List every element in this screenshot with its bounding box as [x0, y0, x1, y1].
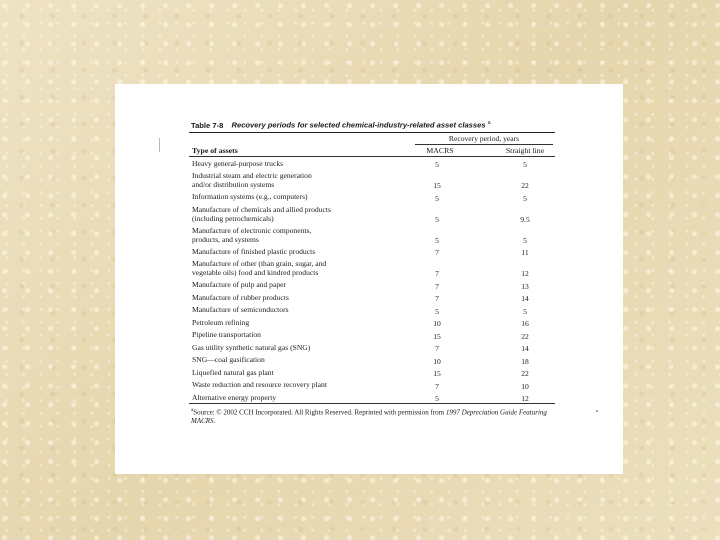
asset-type-line: Manufacture of finished plastic products — [192, 246, 316, 256]
asset-type-line: and/or distribution systems — [192, 180, 275, 190]
asset-type-line: Heavy general-purpose trucks — [192, 158, 284, 168]
table-title: Recovery periods for selected chemical-industry-related asset classes — [231, 120, 486, 130]
table-row — [189, 257, 555, 278]
straight-line-cell: 22 — [521, 369, 529, 379]
table-number: Table 7-8 — [191, 120, 224, 130]
straight-line-cell: 14 — [521, 294, 529, 304]
asset-type-cell — [189, 341, 412, 352]
straight-line-cell: 14 — [521, 344, 529, 354]
asset-type-cell — [189, 257, 412, 277]
macrs-cell: 5 — [435, 235, 439, 245]
asset-type-cell — [189, 278, 412, 289]
column-header-row — [189, 145, 555, 156]
straight-line-cell: 10 — [521, 381, 529, 391]
straight-line-cell: 9.5 — [520, 214, 530, 224]
macrs-cell: 10 — [433, 356, 441, 366]
asset-type-line: Manufacture of electronic components, — [192, 225, 312, 235]
straight-line-cell: 22 — [521, 181, 529, 191]
asset-type-line: Liquefied natural gas plant — [192, 367, 274, 377]
straight-line-cell: 22 — [521, 331, 529, 341]
macrs-cell: 15 — [433, 181, 441, 191]
group-header-row — [189, 133, 555, 145]
table-row — [189, 278, 555, 291]
macrs-cell: 7 — [435, 248, 439, 258]
macrs-cell: 7 — [435, 381, 439, 391]
asset-type-line: Manufacture of other (than grain, sugar, and — [192, 259, 327, 269]
asset-type-cell — [189, 203, 412, 223]
macrs-cell: 5 — [435, 193, 439, 203]
recovery-period-header: Recovery period, years — [448, 133, 520, 143]
asset-type-line: (including petrochemicals) — [192, 213, 274, 223]
asset-type-cell — [189, 291, 412, 302]
asset-type-line: Waste reduction and resource recovery plant — [192, 380, 327, 390]
macrs-cell: 7 — [435, 269, 439, 279]
footnote-source-title: 1997 Depreciation Guide Featuring MACRS. — [191, 408, 547, 426]
straight-line-cell: 12 — [521, 269, 529, 279]
straight-line-cell: 18 — [521, 356, 529, 366]
asset-type-cell — [189, 245, 412, 256]
straight-line-cell: 5 — [523, 160, 527, 170]
footnote-marker: a — [191, 408, 194, 414]
asset-type-cell — [189, 190, 412, 201]
straight-line-cell: 5 — [523, 235, 527, 245]
asset-type-line: Information systems (e.g., computers) — [192, 192, 308, 202]
asset-type-line: vegetable oils) food and kindred products — [192, 268, 319, 278]
asset-type-line: Industrial steam and electric generation — [192, 171, 312, 181]
macrs-cell: 5 — [435, 394, 439, 404]
asset-type-line: products, and systems — [192, 234, 259, 244]
asset-type-cell — [189, 224, 412, 244]
table-row — [189, 224, 555, 245]
asset-type-line: Manufacture of semiconductors — [192, 305, 289, 315]
table-title-marker: a — [487, 120, 491, 126]
macrs-cell: 5 — [435, 306, 439, 316]
straight-line-cell: 11 — [521, 248, 529, 258]
table-row — [189, 391, 555, 404]
macrs-header: MACRS — [426, 145, 454, 155]
asset-type-line: Manufacture of pulp and paper — [192, 280, 287, 290]
table-row — [189, 341, 555, 354]
macrs-cell: 7 — [435, 281, 439, 291]
table-row — [189, 366, 555, 379]
straight-line-header: Straight line — [505, 145, 545, 155]
scan-artifact-mark — [159, 138, 160, 152]
asset-type-line: Manufacture of chemicals and allied products — [192, 204, 331, 214]
asset-type-line: Manufacture of rubber products — [192, 292, 289, 302]
table-body — [189, 157, 555, 404]
table-row — [189, 245, 555, 258]
asset-type-line: Petroleum refining — [192, 317, 250, 327]
table-caption — [189, 118, 555, 131]
macrs-cell: 7 — [435, 344, 439, 354]
asset-type-cell — [189, 366, 412, 377]
straight-line-cell: 5 — [523, 306, 527, 316]
straight-line-cell: 12 — [521, 394, 529, 404]
scan-artifact-dot — [596, 410, 598, 412]
type-of-assets-header: Type of assets — [192, 145, 238, 155]
table-row — [189, 190, 555, 203]
table-row — [189, 378, 555, 391]
straight-line-cell: 13 — [521, 281, 529, 291]
straight-line-cell: 16 — [521, 319, 529, 329]
macrs-cell: 15 — [433, 331, 441, 341]
asset-type-cell — [189, 169, 412, 189]
straight-line-cell: 5 — [523, 193, 527, 203]
asset-type-cell — [189, 378, 412, 389]
asset-type-line: SNG—coal gasification — [192, 355, 265, 365]
asset-type-line: Pipeline transportation — [192, 330, 261, 340]
recovery-period-table — [189, 118, 555, 426]
macrs-cell: 7 — [435, 294, 439, 304]
macrs-cell: 5 — [435, 160, 439, 170]
macrs-cell: 10 — [433, 319, 441, 329]
macrs-cell: 5 — [435, 214, 439, 224]
footnote-text: Source: © 2002 CCH Incorporated. All Rights Reserved. Reprinted with permission from — [193, 408, 446, 417]
table-row — [189, 203, 555, 224]
table-row — [189, 291, 555, 304]
table-footnote — [189, 404, 555, 426]
asset-type-line: Gas utility synthetic natural gas (SNG) — [192, 342, 311, 352]
table-row — [189, 157, 555, 170]
scanned-page — [115, 84, 623, 474]
table-row — [189, 328, 555, 341]
asset-type-cell — [189, 303, 412, 314]
asset-type-cell — [189, 316, 412, 327]
asset-type-cell — [189, 157, 412, 168]
asset-type-cell — [189, 328, 412, 339]
asset-type-cell — [189, 391, 412, 402]
macrs-cell: 15 — [433, 369, 441, 379]
table-row — [189, 316, 555, 329]
table-row — [189, 353, 555, 366]
asset-type-line: Alternative energy property — [192, 392, 277, 402]
table-row — [189, 303, 555, 316]
table-row — [189, 169, 555, 190]
asset-type-cell — [189, 353, 412, 364]
